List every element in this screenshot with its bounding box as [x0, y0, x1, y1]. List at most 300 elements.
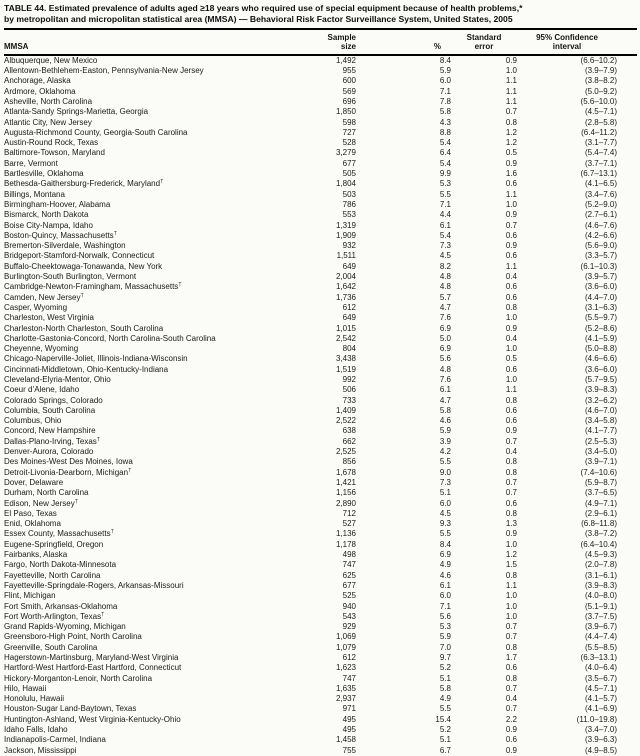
confidence-interval-cell: (6.3–13.1) — [580, 653, 617, 662]
table-row — [4, 179, 637, 189]
mmsa-cell: Asheville, North Carolina — [4, 96, 93, 106]
mmsa-cell: Bridgeport-Stamford-Norwalk, Connecticut — [4, 251, 155, 261]
standard-error-cell: 1.1 — [505, 96, 517, 106]
sample-size-cell: 662 — [342, 436, 356, 446]
confidence-interval-cell: (3.6–6.0) — [584, 364, 617, 374]
sample-size-cell: 598 — [342, 117, 356, 127]
mmsa-cell: Dover, Delaware — [4, 477, 64, 487]
sample-size-cell: 495 — [342, 714, 356, 724]
mmsa-cell: Hartford-West Hartford-East Hartford, Connecticut — [4, 663, 182, 673]
standard-error-cell: 0.9 — [505, 323, 517, 333]
sample-size-cell: 1,909 — [335, 230, 356, 240]
standard-error-cell: 0.4 — [505, 447, 517, 457]
mmsa-cell: Detroit-Livonia-Dearborn, Michigan† — [4, 467, 132, 477]
confidence-interval-cell: (3.7–6.5) — [584, 488, 617, 498]
table-row — [4, 262, 637, 272]
sample-size-cell: 2,937 — [335, 694, 356, 704]
percent-cell: 4.6 — [439, 570, 451, 580]
confidence-interval-cell: (4.0–8.0) — [584, 591, 617, 601]
table-row — [4, 447, 637, 457]
mmsa-cell: Cleveland-Elyria-Mentor, Ohio — [4, 374, 111, 384]
sample-size-cell: 2,542 — [335, 333, 356, 343]
standard-error-cell: 0.4 — [505, 272, 517, 282]
sample-size-cell: 1,156 — [335, 488, 356, 498]
table-row — [4, 334, 637, 344]
mmsa-cell: Coeur d’Alene, Idaho — [4, 385, 80, 395]
standard-error-cell: 1.1 — [505, 580, 517, 590]
mmsa-cell: Austin-Round Rock, Texas — [4, 138, 99, 148]
percent-cell: 5.1 — [439, 735, 451, 745]
mmsa-cell: Dallas-Plano-Irving, Texas† — [4, 436, 101, 446]
standard-error-cell: 0.7 — [505, 488, 517, 498]
mmsa-cell: Fayetteville-Springdale-Rogers, Arkansas-Missouri — [4, 580, 184, 590]
table-row — [4, 385, 637, 395]
confidence-interval-cell: (3.8–7.2) — [584, 529, 617, 539]
percent-cell: 5.0 — [439, 333, 451, 343]
mmsa-cell: Billings, Montana — [4, 189, 65, 199]
sample-size-cell: 733 — [342, 395, 356, 405]
table-row — [4, 694, 637, 704]
confidence-interval-cell: (6.4–11.2) — [581, 127, 617, 137]
confidence-interval-cell: (5.6–10.0) — [580, 96, 617, 106]
sample-size-cell: 727 — [342, 127, 356, 137]
percent-cell: 6.0 — [439, 498, 451, 508]
mmsa-cell: Cheyenne, Wyoming — [4, 344, 79, 354]
table-row — [4, 653, 637, 663]
table-row — [4, 97, 637, 107]
percent-cell: 5.2 — [439, 725, 451, 735]
table-row — [4, 87, 637, 97]
confidence-interval-cell: (4.5–7.1) — [584, 107, 617, 117]
table-row — [4, 148, 637, 158]
standard-error-cell: 1.1 — [505, 76, 517, 86]
confidence-interval-cell: (2.5–5.3) — [584, 436, 617, 446]
sample-size-cell: 600 — [342, 76, 356, 86]
percent-cell: 15.4 — [435, 714, 451, 724]
percent-cell: 6.9 — [439, 323, 451, 333]
standard-error-cell: 0.9 — [505, 426, 517, 436]
percent-cell: 4.5 — [439, 251, 451, 261]
table-row — [4, 663, 637, 673]
mmsa-cell: Eugene-Springfield, Oregon — [4, 539, 104, 549]
table-row — [4, 437, 637, 447]
confidence-interval-cell: (2.7–6.1) — [584, 210, 617, 220]
standard-error-cell: 0.9 — [505, 55, 517, 65]
table-row — [4, 118, 637, 128]
mmsa-cell: El Paso, Texas — [4, 508, 57, 518]
confidence-interval-cell: (3.4–5.8) — [584, 416, 617, 426]
percent-cell: 6.1 — [439, 385, 451, 395]
mmsa-cell: Columbus, Ohio — [4, 416, 62, 426]
confidence-interval-cell: (3.9–8.3) — [584, 580, 617, 590]
percent-cell: 6.4 — [439, 148, 451, 158]
table-row — [4, 560, 637, 570]
dagger-footnote-marker: † — [128, 467, 132, 473]
sample-size-cell: 747 — [342, 673, 356, 683]
table-row — [4, 509, 637, 519]
table-row — [4, 365, 637, 375]
standard-error-cell: 0.7 — [505, 704, 517, 714]
standard-error-cell: 0.9 — [505, 158, 517, 168]
table-row — [4, 540, 637, 550]
table-row — [4, 457, 637, 467]
mmsa-cell: Birmingham-Hoover, Alabama — [4, 199, 111, 209]
table-row — [4, 76, 637, 86]
percent-cell: 6.9 — [439, 550, 451, 560]
table-row — [4, 396, 637, 406]
mmsa-cell: Fargo, North Dakota-Minnesota — [4, 560, 117, 570]
standard-error-cell: 0.9 — [505, 725, 517, 735]
table-row — [4, 282, 637, 292]
confidence-interval-cell: (3.6–6.0) — [584, 282, 617, 292]
percent-cell: 4.5 — [439, 508, 451, 518]
confidence-interval-cell: (4.4–7.0) — [584, 292, 617, 302]
standard-error-cell: 1.0 — [505, 66, 517, 76]
sample-size-cell: 1,623 — [335, 663, 356, 673]
percent-cell: 5.5 — [439, 704, 451, 714]
mmsa-cell: Des Moines-West Des Moines, Iowa — [4, 457, 133, 467]
sample-size-cell: 1,678 — [335, 467, 356, 477]
confidence-interval-cell: (4.4–7.4) — [584, 632, 617, 642]
table-row — [4, 303, 637, 313]
standard-error-cell: 0.7 — [505, 477, 517, 487]
mmsa-cell: Augusta-Richmond County, Georgia-South Carolina — [4, 127, 188, 137]
table-row — [4, 643, 637, 653]
confidence-interval-cell: (3.9–8.3) — [584, 385, 617, 395]
table-title-line-2: by metropolitan and micropolitan statistical area (MMSA) — Behavioral Risk Factor Surveillance System, United States, 2005 — [4, 14, 513, 25]
confidence-interval-cell: (6.7–13.1) — [580, 169, 617, 179]
sample-size-cell: 638 — [342, 426, 356, 436]
standard-error-cell: 1.5 — [505, 560, 517, 570]
table-row — [4, 715, 637, 725]
sample-size-cell: 1,319 — [335, 220, 356, 230]
table-row — [4, 602, 637, 612]
standard-error-cell: 0.6 — [505, 179, 517, 189]
table-row — [4, 231, 637, 241]
confidence-interval-cell: (4.9–7.1) — [584, 498, 617, 508]
mmsa-cell: Charleston, West Virginia — [4, 313, 94, 323]
percent-cell: 7.1 — [439, 601, 451, 611]
standard-error-cell: 1.7 — [505, 653, 517, 662]
percent-cell: 5.8 — [439, 405, 451, 415]
sample-size-cell: 498 — [342, 550, 356, 560]
sample-size-cell: 649 — [342, 313, 356, 323]
column-header-mmsa: MMSA — [4, 29, 324, 55]
sample-size-header-line-2: size — [340, 42, 356, 52]
percent-cell: 6.1 — [439, 220, 451, 230]
sample-size-cell: 612 — [342, 653, 356, 662]
confidence-interval-cell: (5.0–9.2) — [584, 86, 617, 96]
mmsa-cell: Boise City-Nampa, Idaho — [4, 220, 93, 230]
percent-cell: 9.0 — [439, 467, 451, 477]
mmsa-cell: Boston-Quincy, Massachusetts† — [4, 230, 118, 240]
sample-size-cell: 569 — [342, 86, 356, 96]
mmsa-cell: Bethesda-Gaithersburg-Frederick, Maryland† — [4, 179, 164, 189]
confidence-interval-cell: (3.9–7.9) — [584, 66, 617, 76]
mmsa-cell: Cincinnati-Middletown, Ohio-Kentucky-Indiana — [4, 364, 169, 374]
sample-size-cell: 696 — [342, 96, 356, 106]
mmsa-cell: Anchorage, Alaska — [4, 76, 71, 86]
standard-error-cell: 1.1 — [505, 261, 517, 271]
standard-error-cell: 1.1 — [505, 385, 517, 395]
confidence-interval-cell: (2.0–7.8) — [584, 560, 617, 570]
table-title-line-1: TABLE 44. Estimated prevalence of adults aged ≥18 years who required use of special equipment because of health problems,* — [4, 3, 523, 13]
standard-error-cell: 0.8 — [505, 673, 517, 683]
confidence-interval-cell: (4.6–6.6) — [584, 354, 617, 364]
standard-error-cell: 1.0 — [505, 591, 517, 601]
confidence-interval-cell: (3.1–6.1) — [584, 570, 617, 580]
mmsa-cell: Ardmore, Oklahoma — [4, 86, 76, 96]
percent-cell: 5.3 — [439, 179, 451, 189]
standard-error-cell: 0.7 — [505, 683, 517, 693]
table-row — [4, 375, 637, 385]
percent-cell: 4.4 — [439, 210, 451, 220]
standard-error-cell: 1.2 — [505, 138, 517, 148]
confidence-interval-cell: (3.2–6.2) — [584, 395, 617, 405]
percent-cell: 7.8 — [439, 96, 451, 106]
standard-error-cell: 0.9 — [505, 745, 517, 755]
standard-error-cell: 0.6 — [505, 416, 517, 426]
standard-error-cell: 1.0 — [505, 344, 517, 354]
sample-size-cell: 747 — [342, 560, 356, 570]
standard-error-cell: 0.7 — [505, 107, 517, 117]
confidence-interval-cell: (5.2–9.0) — [584, 199, 617, 209]
sample-size-cell: 677 — [342, 158, 356, 168]
table-row — [4, 138, 637, 148]
mmsa-cell: Buffalo-Cheektowaga-Tonawanda, New York — [4, 261, 163, 271]
column-header-standard-error — [451, 29, 517, 55]
standard-error-cell: 1.0 — [505, 539, 517, 549]
mmsa-cell: Allentown-Bethlehem-Easton, Pennsylvania-New Jersey — [4, 66, 204, 76]
sample-size-cell: 3,279 — [335, 148, 356, 158]
table-row — [4, 746, 637, 756]
column-header-sample-size — [324, 29, 356, 55]
standard-error-cell: 1.3 — [505, 519, 517, 529]
mmsa-cell: Essex County, Massachusetts† — [4, 529, 114, 539]
percent-cell: 5.8 — [439, 107, 451, 117]
percent-cell: 7.3 — [439, 477, 451, 487]
mmsa-cell: Concord, New Hampshire — [4, 426, 96, 436]
mmsa-cell: Burlington-South Burlington, Vermont — [4, 272, 137, 282]
confidence-interval-cell: (3.9–5.7) — [584, 272, 617, 282]
confidence-interval-cell: (3.4–7.0) — [584, 725, 617, 735]
confidence-interval-cell: (5.5–8.5) — [584, 642, 617, 652]
table-row — [4, 478, 637, 488]
percent-cell: 5.4 — [439, 138, 451, 148]
sample-size-cell: 1,409 — [335, 405, 356, 415]
sample-size-cell: 1,642 — [335, 282, 356, 292]
percent-cell: 4.7 — [439, 395, 451, 405]
standard-error-cell: 0.6 — [505, 251, 517, 261]
mmsa-cell: Chicago-Naperville-Joliet, Illinois-Indiana-Wisconsin — [4, 354, 188, 364]
column-header-percent: % — [356, 29, 451, 55]
dagger-footnote-marker: † — [74, 498, 79, 504]
percent-cell: 5.6 — [439, 354, 451, 364]
sample-size-cell: 1,069 — [335, 632, 356, 642]
percent-cell: 3.9 — [439, 436, 451, 446]
percent-cell: 4.9 — [439, 560, 451, 570]
mmsa-cell: Camden, New Jersey† — [4, 292, 84, 302]
confidence-interval-cell: (5.4–7.4) — [584, 148, 617, 158]
standard-error-cell: 0.8 — [505, 302, 517, 312]
dagger-footnote-marker: † — [80, 292, 84, 298]
confidence-interval-cell: (3.3–5.7) — [584, 251, 617, 261]
confidence-interval-cell: (3.9–6.3) — [584, 735, 617, 745]
sample-size-header-line-1: Sample — [327, 32, 356, 42]
table-row — [4, 190, 637, 200]
mmsa-cell: Cambridge-Newton-Framingham, Massachusetts† — [4, 282, 182, 292]
table-row — [4, 684, 637, 694]
percent-cell: 6.9 — [439, 344, 451, 354]
mmsa-cell: Denver-Aurora, Colorado — [4, 447, 94, 457]
confidence-interval-cell: (4.5–9.3) — [584, 550, 617, 560]
mmsa-cell: Flint, Michigan — [4, 591, 56, 601]
dagger-footnote-marker: † — [110, 529, 114, 535]
table-row — [4, 735, 637, 745]
mmsa-cell: Huntington-Ashland, West Virginia-Kentucky-Ohio — [4, 714, 181, 724]
standard-error-cell: 0.6 — [505, 663, 517, 673]
confidence-interval-cell: (4.1–6.9) — [584, 704, 617, 714]
standard-error-header-line-1: Standard — [466, 32, 502, 42]
percent-cell: 7.1 — [439, 199, 451, 209]
table-row — [4, 159, 637, 169]
mmsa-cell: Baltimore-Towson, Maryland — [4, 148, 105, 158]
confidence-interval-cell: (3.4–7.6) — [584, 189, 617, 199]
table-row — [4, 406, 637, 416]
confidence-interval-cell: (6.1–10.3) — [580, 261, 617, 271]
sample-size-cell: 649 — [342, 261, 356, 271]
sample-size-cell: 971 — [342, 704, 356, 714]
confidence-interval-cell: (4.1–5.9) — [584, 333, 617, 343]
sample-size-cell: 2,890 — [335, 498, 356, 508]
mmsa-cell: Houston-Sugar Land-Baytown, Texas — [4, 704, 137, 714]
table-row — [4, 725, 637, 735]
table-row — [4, 128, 637, 138]
sample-size-cell: 553 — [342, 210, 356, 220]
confidence-interval-cell: (3.7–7.5) — [584, 611, 617, 621]
mmsa-cell: Atlanta-Sandy Springs-Marietta, Georgia — [4, 107, 149, 117]
percent-cell: 4.7 — [439, 302, 451, 312]
table-row — [4, 571, 637, 581]
standard-error-cell: 0.4 — [505, 694, 517, 704]
table-row — [4, 221, 637, 231]
sample-size-cell: 506 — [342, 385, 356, 395]
table-row — [4, 55, 637, 66]
confidence-interval-cell: (3.4–5.0) — [584, 447, 617, 457]
sample-size-cell: 543 — [342, 611, 356, 621]
percent-cell: 7.6 — [439, 374, 451, 384]
confidence-interval-cell: (4.2–6.6) — [584, 230, 617, 240]
confidence-interval-cell: (3.1–7.7) — [584, 138, 617, 148]
standard-error-cell: 0.9 — [505, 529, 517, 539]
percent-cell: 5.9 — [439, 426, 451, 436]
confidence-interval-header-line-1: 95% Confidence — [536, 32, 598, 42]
sample-size-cell: 1,079 — [335, 642, 356, 652]
mmsa-cell: Charleston-North Charleston, South Carolina — [4, 323, 164, 333]
standard-error-cell: 0.6 — [505, 498, 517, 508]
table-row — [4, 581, 637, 591]
percent-cell: 4.8 — [439, 282, 451, 292]
mmsa-cell: Durham, North Carolina — [4, 488, 89, 498]
standard-error-cell: 0.8 — [505, 395, 517, 405]
table-row — [4, 313, 637, 323]
percent-cell: 6.7 — [439, 745, 451, 755]
standard-error-cell: 1.0 — [505, 374, 517, 384]
percent-cell: 4.8 — [439, 272, 451, 282]
table-row — [4, 251, 637, 261]
percent-cell: 4.9 — [439, 694, 451, 704]
standard-error-cell: 1.1 — [505, 86, 517, 96]
table-row — [4, 293, 637, 303]
sample-size-cell: 528 — [342, 138, 356, 148]
percent-cell: 5.9 — [439, 632, 451, 642]
percent-cell: 5.4 — [439, 230, 451, 240]
sample-size-cell: 525 — [342, 591, 356, 601]
dagger-footnote-marker: † — [160, 179, 164, 185]
mmsa-cell: Hilo, Hawaii — [4, 683, 47, 693]
percent-cell: 5.1 — [439, 673, 451, 683]
mmsa-cell: Greenville, South Carolina — [4, 642, 98, 652]
table-row — [4, 519, 637, 529]
standard-error-cell: 1.2 — [505, 550, 517, 560]
confidence-interval-header-line-2: interval — [552, 42, 582, 52]
sample-size-cell: 1,511 — [336, 251, 356, 261]
mmsa-cell: Colorado Springs, Colorado — [4, 395, 103, 405]
percent-cell: 5.5 — [439, 457, 451, 467]
percent-cell: 5.5 — [439, 189, 451, 199]
table-row — [4, 488, 637, 498]
mmsa-cell: Honolulu, Hawaii — [4, 694, 65, 704]
confidence-interval-cell: (4.6–7.6) — [584, 220, 617, 230]
sample-size-cell: 2,525 — [335, 447, 356, 457]
standard-error-cell: 0.7 — [505, 622, 517, 632]
standard-error-cell: 0.6 — [505, 405, 517, 415]
standard-error-cell: 0.6 — [505, 364, 517, 374]
mmsa-cell: Grand Rapids-Wyoming, Michigan — [4, 622, 126, 632]
standard-error-cell: 0.4 — [505, 333, 517, 343]
confidence-interval-cell: (4.1–6.5) — [584, 179, 617, 189]
confidence-interval-cell: (3.8–8.2) — [584, 76, 617, 86]
percent-cell: 8.2 — [439, 261, 451, 271]
standard-error-cell: 0.7 — [505, 220, 517, 230]
sample-size-cell: 612 — [342, 302, 356, 312]
mmsa-cell: Hagerstown-Martinsburg, Maryland-West Virginia — [4, 653, 179, 662]
sample-size-cell: 1,736 — [335, 292, 356, 302]
confidence-interval-cell: (5.0–8.8) — [584, 344, 617, 354]
standard-error-cell: 0.8 — [505, 117, 517, 127]
standard-error-cell: 0.9 — [505, 241, 517, 251]
confidence-interval-cell: (11.0–19.8) — [576, 714, 617, 724]
percent-cell: 6.0 — [439, 591, 451, 601]
standard-error-cell: 1.0 — [505, 601, 517, 611]
standard-error-cell: 1.2 — [505, 127, 517, 137]
confidence-interval-cell: (6.4–10.4) — [580, 539, 617, 549]
sample-size-cell: 932 — [342, 241, 356, 251]
percent-cell: 5.2 — [439, 663, 451, 673]
percent-cell: 7.1 — [439, 86, 451, 96]
confidence-interval-cell: (3.1–6.3) — [584, 302, 617, 312]
confidence-interval-cell: (2.9–6.1) — [584, 508, 617, 518]
mmsa-cell: Bartlesville, Oklahoma — [4, 169, 84, 179]
table-row — [4, 529, 637, 539]
percent-cell: 6.0 — [439, 76, 451, 86]
confidence-interval-cell: (6.6–10.2) — [580, 55, 617, 65]
standard-error-cell: 1.1 — [505, 189, 517, 199]
table-body — [4, 55, 637, 756]
percent-cell: 4.3 — [439, 117, 451, 127]
standard-error-cell: 0.7 — [505, 436, 517, 446]
sample-size-cell: 505 — [342, 169, 356, 179]
